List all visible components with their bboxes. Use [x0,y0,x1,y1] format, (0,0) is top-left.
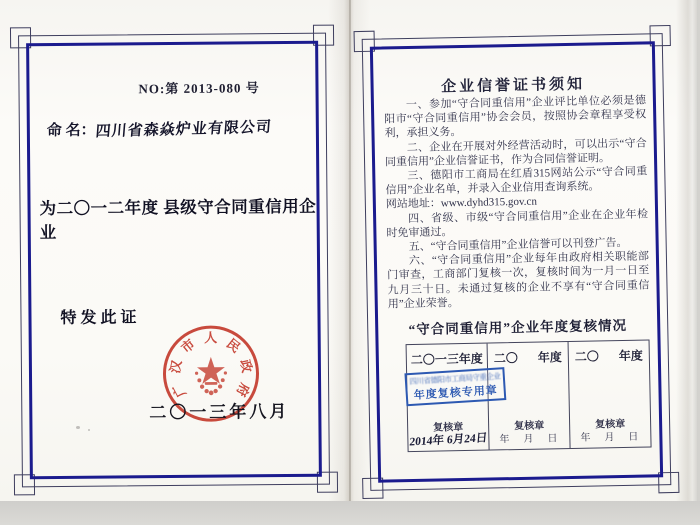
review-seal-label: 复核章 [433,422,464,434]
year-header: 二〇 年度 [574,348,643,364]
year-handwritten: 一三 [434,351,460,367]
notice-title: 企业信誉证书须知 [440,76,586,96]
notice-body [384,93,650,311]
notice-paragraph: 五、“守合同重信用”企业信誉可以刊登广告。 [408,236,628,254]
notice-paragraph: 三、德阳市工商局在红盾315网站公示“守合同重信用”企业名单，并录入企业信用查询系统。 [385,165,648,197]
review-date-blank: 年 月 日 [580,431,641,444]
notice-paragraph: 六、“守合同重信用”企业每年由政府相关职能部门审查，工商部门复核一次，复核时间为一月一日至九月三十日。未通过复核的企业不享有“守合同重信用”企业荣誉。 [387,250,650,311]
notice-paragraph: 四、省级、市级“守合同重信用”企业在企业年检时免审通过。 [386,208,649,240]
issue-line: 特发此证 [60,309,141,327]
photo-bottom-edge [0,501,700,525]
award-line: 为二〇一二年度 县级守合同重信用企业 [39,196,317,243]
issue-date: 二〇一三年八月 [149,401,290,423]
certificate-number: NO:第 2013-080 号 [138,80,260,97]
review-date-blank: 年 月 日 [499,433,560,446]
review-seal-label: 复核章 [514,420,545,433]
certificate-left-page [18,33,330,488]
review-table [406,339,652,452]
company-name: 四川省森焱炉业有限公司 [94,119,273,141]
paper-speckle [76,426,80,429]
year-header: 二〇一三年度 [410,351,483,368]
review-stamp-line1: 四川省德阳市工商局守重企业 [409,371,501,387]
seal-emblem-icon [184,349,238,403]
review-seal-label: 复核章 [595,418,626,431]
paper-edge-crease [676,0,700,525]
certificate-right-page [362,33,672,491]
seal-arc-text: 广 汉 市 人 民 政 府 [167,330,255,400]
company-name-line [47,117,272,140]
review-stamp [404,367,506,406]
name-label: 命 名： [46,122,96,140]
review-date: 2014年 6月24日 [408,432,488,449]
website-line: 网站地址：www.dyhd315.gov.cn [385,196,538,211]
review-stamp-line2: 年度复核专用章 [413,384,499,402]
paper-speckle [88,429,90,431]
notice-paragraph: 一、参加“守合同重信用”企业评比单位必须是德阳市“守合同重信用”协会会员，按照协会章程享受权利，承担义务。 [384,94,647,140]
notice-paragraph: 二、企业在开展对外经营活动时，可以出示“守合同重信用”企业信誉证书，作为合同信誉证明。 [384,137,647,169]
review-section-title: “守合同重信用”企业年度复核情况 [408,317,628,338]
review-column-blank [569,340,651,448]
review-column-2013 [407,344,501,452]
year-header: 二〇 年度 [493,350,562,366]
center-fold-line [349,0,351,501]
